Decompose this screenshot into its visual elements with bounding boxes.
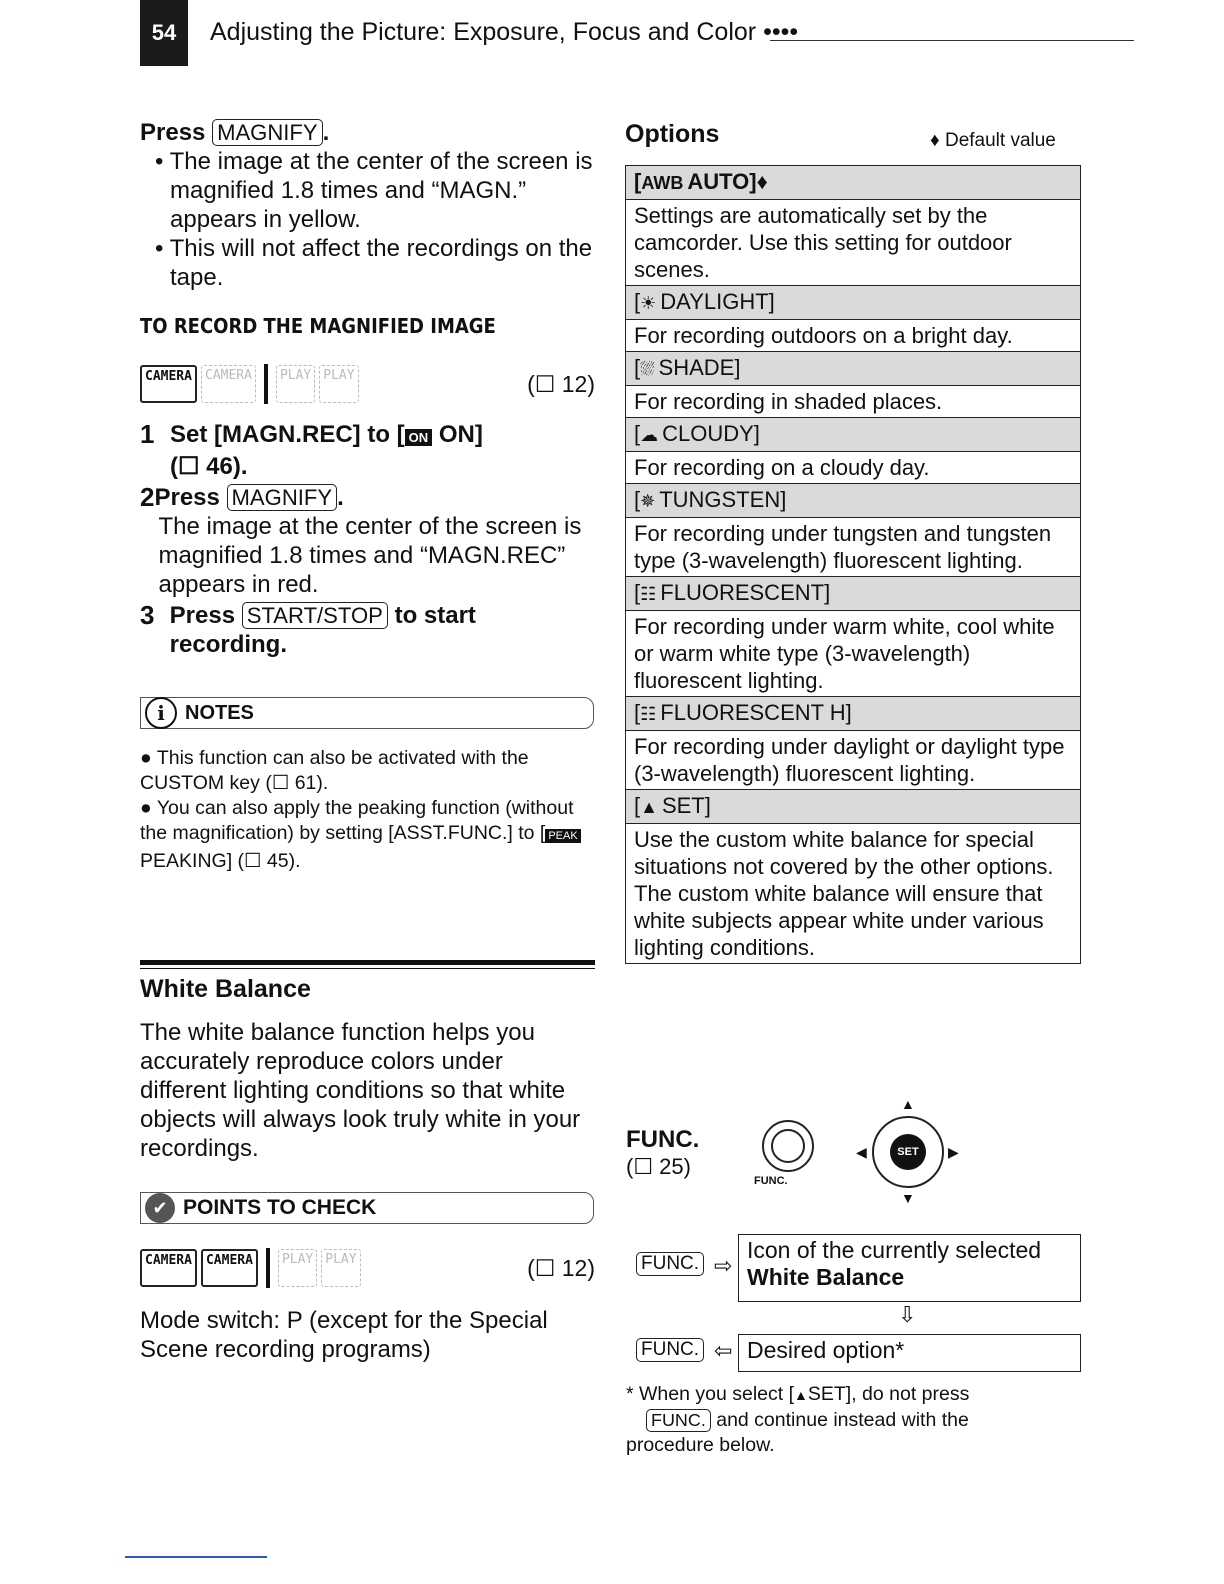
mode-camera-tape: CAMERA <box>140 1249 197 1287</box>
option-desc: For recording under tungsten and tungsten type (3-wavelength) fluorescent lighting. <box>626 518 1081 577</box>
wb-mode-icon: ☷ <box>640 704 657 724</box>
options-table <box>625 165 1081 964</box>
wb-mode-icon: ⛆ <box>640 359 655 379</box>
desired-option-box <box>738 1334 1081 1372</box>
start-stop-key: START/STOP <box>242 602 388 629</box>
box1-line2: White Balance <box>747 1264 905 1290</box>
mode-play-card: PLAY <box>319 365 358 403</box>
note2-text: ● You can also apply the peaking function (without the magnification) by setting [ASST.FUNC.] to [ <box>140 797 574 844</box>
step1-ref: (☐ 46). <box>170 453 248 480</box>
arrow-left-outline-icon: ⇦ <box>714 1338 733 1363</box>
option-desc-row <box>626 731 1081 790</box>
option-desc: For recording under warm white, cool white or warm white type (3-wavelength) fluorescent lighting. <box>626 611 1081 697</box>
option-desc-row <box>626 320 1081 352</box>
step1-text: Set [MAGN.REC] to [ <box>170 421 405 448</box>
default-value-note: ♦ Default value <box>930 130 1056 151</box>
arrow-right-icon: ▶ <box>948 1144 959 1160</box>
option-name: [⛆ SHADE] <box>626 352 1081 386</box>
box1-line1: Icon of the currently selected <box>747 1237 1042 1263</box>
func-key-label: FUNC. <box>646 1409 711 1432</box>
press-label: Press <box>140 119 206 146</box>
section-rule-thin <box>140 968 595 969</box>
step-number: 1 <box>140 419 155 449</box>
option-header-row <box>626 418 1081 452</box>
arrow-down-outline-icon: ⇩ <box>898 1302 917 1327</box>
wb-mode-icon: ▲ <box>640 797 658 817</box>
mode-play-tape: PLAY <box>278 1249 317 1287</box>
func-title: FUNC. <box>626 1126 700 1153</box>
footnote-b: SET], do not press <box>807 1383 970 1405</box>
option-desc-row <box>626 200 1081 286</box>
page-number: 54 <box>140 0 188 66</box>
wb-mode-icon: ✵ <box>640 491 656 511</box>
step1-end: ON] <box>432 421 483 448</box>
on-icon: ON <box>405 429 433 446</box>
option-name-text: FLUORESCENT] <box>660 580 831 605</box>
option-name-text: AUTO]♦ <box>687 169 768 194</box>
bullet-1: • The image at the center of the screen is magnified 1.8 times and “MAGN.” appears in yellow. <box>155 148 593 233</box>
step3-end: to start recording. <box>169 602 476 658</box>
note2-end: PEAKING] (☐ 45). <box>140 850 301 872</box>
option-name-text: CLOUDY] <box>662 421 760 446</box>
option-header-row <box>626 286 1081 320</box>
step-number: 3 <box>140 600 155 630</box>
mode-row-2 <box>140 1248 595 1288</box>
option-desc-row <box>626 824 1081 964</box>
mode-play-card: PLAY <box>321 1249 360 1287</box>
option-desc: Use the custom white balance for special situations not covered by the other options. The custom white balance will ensure that white subjects appear white under various lighting conditions. <box>626 824 1081 964</box>
mode-divider <box>264 364 268 404</box>
step2-end: . <box>337 484 344 511</box>
option-header-row <box>626 790 1081 824</box>
section-heading: TO RECORD THE MAGNIFIED IMAGE <box>140 314 496 338</box>
option-desc-row <box>626 518 1081 577</box>
step2-label: Press <box>154 484 220 511</box>
option-header-row <box>626 166 1081 200</box>
option-header-row <box>626 577 1081 611</box>
peak-icon: PEAK <box>545 829 580 843</box>
magnify-key: MAGNIFY <box>227 484 338 511</box>
option-desc-row <box>626 452 1081 484</box>
option-desc: Settings are automatically set by the camcorder. Use this setting for outdoor scenes. <box>626 200 1081 286</box>
option-header-row <box>626 697 1081 731</box>
magnify-key: MAGNIFY <box>212 119 323 146</box>
option-name: [✵ TUNGSTEN] <box>626 484 1081 518</box>
section-rule <box>140 960 595 965</box>
mode-camera-card: CAMERA <box>201 365 256 403</box>
white-balance-title: White Balance <box>140 975 311 1003</box>
arrow-down-icon: ▼ <box>901 1190 915 1206</box>
mode-row-1 <box>140 364 595 404</box>
mode-switch-text: Mode switch: P (except for the Special Scene recording programs) <box>140 1307 548 1363</box>
func-ref: (☐ 25) <box>626 1154 691 1179</box>
info-icon: i <box>145 697 177 729</box>
option-desc: For recording in shaded places. <box>626 386 1081 418</box>
option-name: [☷ FLUORESCENT] <box>626 577 1081 611</box>
note-2 <box>140 796 595 874</box>
footnote-a: * When you select [ <box>626 1383 794 1405</box>
option-name-text: SHADE] <box>658 355 741 380</box>
arrow-up-icon: ▲ <box>901 1096 915 1112</box>
wb-mode-icon: ☀ <box>640 293 657 313</box>
points-title: POINTS TO CHECK <box>183 1196 377 1219</box>
arrow-right-outline-icon: ⇨ <box>714 1253 733 1278</box>
wb-mode-icon: ☷ <box>640 584 657 604</box>
func-key-2 <box>636 1338 704 1362</box>
option-name-text: SET] <box>661 793 711 818</box>
steps-list <box>140 420 595 659</box>
footnote-c: and continue instead with the procedure below. <box>626 1409 969 1456</box>
option-header-row <box>626 484 1081 518</box>
wb-mode-icon: ☁ <box>640 425 659 445</box>
func-key-label: FUNC. <box>636 1338 704 1362</box>
box2-text: Desired option* <box>747 1337 905 1363</box>
set-button[interactable] <box>890 1134 926 1170</box>
func-button-inner <box>771 1129 805 1163</box>
notes-title: NOTES <box>185 701 254 724</box>
option-desc: For recording outdoors on a bright day. <box>626 320 1081 352</box>
arrow-left-icon: ◀ <box>856 1144 867 1160</box>
option-name-text: TUNGSTEN] <box>659 487 787 512</box>
step-number: 2 <box>140 482 155 512</box>
press-magnify-block <box>140 118 595 292</box>
wb-mode-icon: AWB <box>641 173 684 193</box>
note-1: ● This function can also be activated with the CUSTOM key (☐ 61). <box>140 747 529 794</box>
step3-label: Press <box>169 602 236 629</box>
option-desc: For recording on a cloudy day. <box>626 452 1081 484</box>
bullet-2: • This will not affect the recordings on the tape. <box>155 235 593 291</box>
option-name: [☀ DAYLIGHT] <box>626 286 1081 320</box>
mode-play-tape: PLAY <box>276 365 315 403</box>
option-name: [☷ FLUORESCENT H] <box>626 697 1081 731</box>
mode-camera-card: CAMERA <box>201 1249 258 1287</box>
page-header-title: Adjusting the Picture: Exposure, Focus and Color •••• <box>210 18 799 46</box>
func-key-1 <box>636 1252 704 1276</box>
step-1 <box>140 420 595 481</box>
set-label: SET <box>897 1146 919 1158</box>
notes-list <box>140 746 595 874</box>
option-name-text: DAYLIGHT] <box>660 289 775 314</box>
mode-camera-tape: CAMERA <box>140 365 197 403</box>
option-name: [▲ SET] <box>626 790 1081 824</box>
func-button-caption: FUNC. <box>754 1175 788 1187</box>
bottom-rule <box>125 1556 267 1558</box>
options-title: Options <box>625 120 720 148</box>
option-header-row <box>626 352 1081 386</box>
header-rule <box>770 40 1134 41</box>
points-header <box>140 1192 594 1224</box>
notes-header <box>140 697 594 729</box>
option-name: [☁ CLOUDY] <box>626 418 1081 452</box>
checkmark-icon: ✔ <box>145 1193 175 1223</box>
press-end: . <box>322 119 330 146</box>
mode-divider <box>266 1248 270 1288</box>
page-ref: (☐ 12) <box>527 1254 595 1281</box>
custom-wb-icon: ▲ <box>794 1387 808 1403</box>
option-name: [AWB AUTO]♦ <box>626 166 1081 200</box>
step-2 <box>140 483 595 599</box>
white-balance-desc: The white balance function helps you accurately reproduce colors under different lighting conditions so that white objects will always look truly white in your recordings. <box>140 1019 581 1162</box>
joystick[interactable] <box>872 1116 944 1188</box>
step2-desc: The image at the center of the screen is magnified 1.8 times and “MAGN.REC” appears in red. <box>158 513 582 598</box>
func-key-label: FUNC. <box>636 1252 704 1276</box>
func-button[interactable] <box>762 1120 814 1172</box>
footnote <box>626 1382 1056 1458</box>
option-desc: For recording under daylight or daylight type (3-wavelength) fluorescent lighting. <box>626 731 1081 790</box>
page-ref: (☐ 12) <box>527 370 595 397</box>
step-3 <box>140 601 595 659</box>
option-desc-row <box>626 386 1081 418</box>
option-desc-row <box>626 611 1081 697</box>
current-selection-box <box>738 1234 1081 1302</box>
option-name-text: FLUORESCENT H] <box>660 700 852 725</box>
